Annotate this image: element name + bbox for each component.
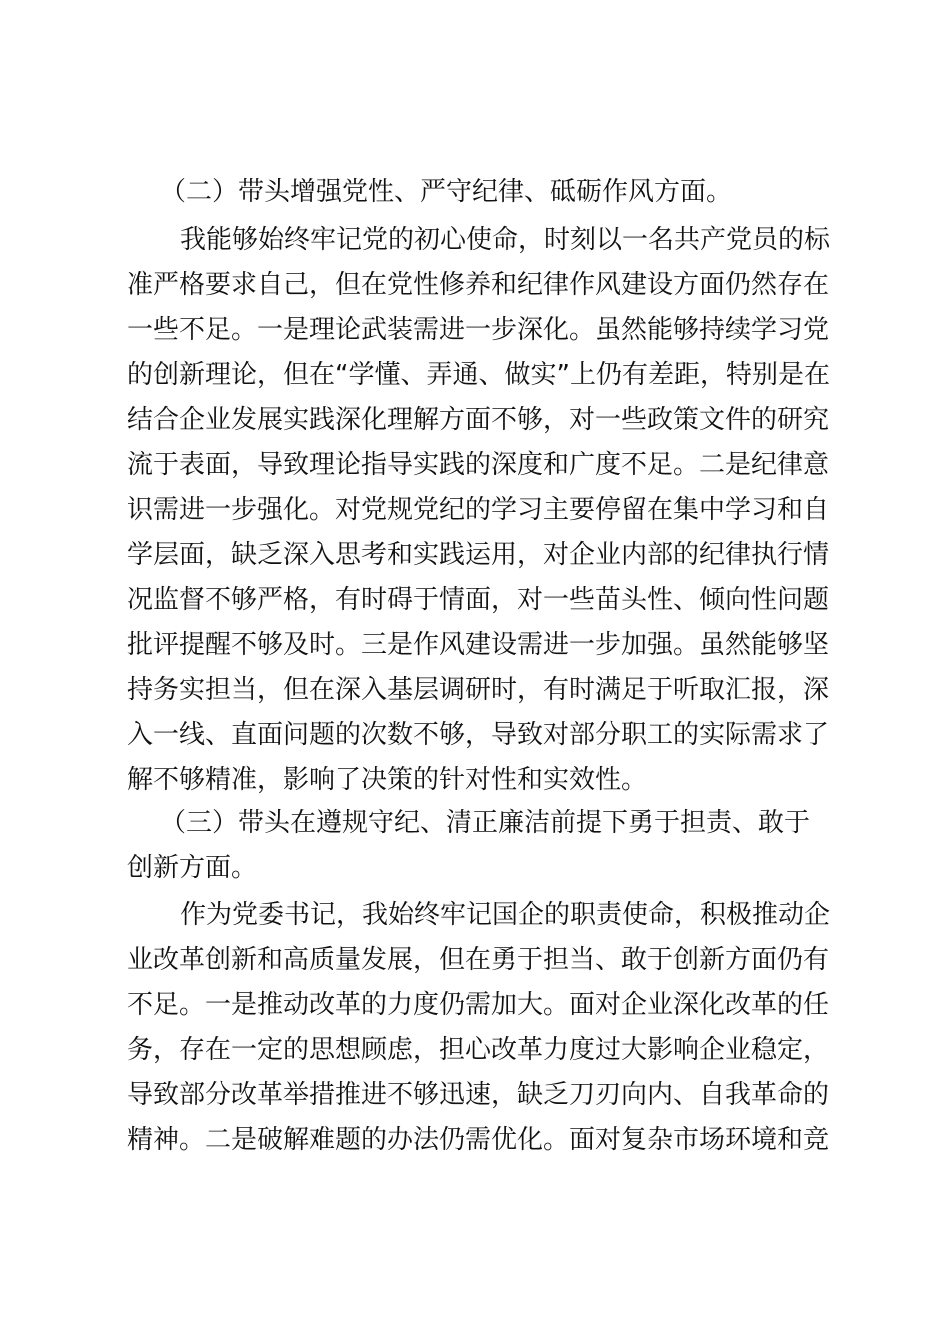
paragraph-line (0, 443, 950, 487)
paragraph-line (0, 1118, 950, 1162)
paragraph-line-text: 的创新理论，但在“学懂、弄通、做实”上仍有差距，特别是在 (127, 360, 830, 390)
paragraph-line-text: 学层面，缺乏深入思考和实践运用，对企业内部的纪律执行情 (127, 540, 830, 570)
paragraph-line (0, 758, 950, 802)
paragraph-line (0, 983, 950, 1027)
paragraph-line-text: 批评提醒不够及时。三是作风建设需进一步加强。虽然能够坚 (127, 630, 830, 660)
section-heading-text: （三）带头在遵规守纪、清正廉洁前提下勇于担责、敢于 (160, 808, 811, 838)
paragraph-line (0, 308, 950, 352)
section-heading-text: （二）带头增强党性、严守纪律、砥砺作风方面。 (160, 177, 733, 207)
paragraph-line (0, 488, 950, 532)
paragraph-line-text: 作为党委书记，我始终牢记国企的职责使命，积极推动企 (180, 900, 831, 930)
paragraph-line-text: 持务实担当，但在深入基层调研时，有时满足于听取汇报，深 (127, 675, 830, 705)
paragraph-line-text: 流于表面，导致理论指导实践的深度和广度不足。二是纪律意 (127, 450, 830, 480)
paragraph-line (0, 938, 950, 982)
paragraph-line (0, 623, 950, 667)
paragraph-line (0, 533, 950, 577)
paragraph-line-text: 解不够精准，影响了决策的针对性和实效性。 (127, 765, 648, 795)
paragraph-line-text: 况监督不够严格，有时碍于情面，对一些苗头性、倾向性问题 (127, 585, 830, 615)
paragraph-line-text: 精神。二是破解难题的办法仍需优化。面对复杂市场环境和竞 (127, 1125, 830, 1155)
paragraph-line-text: 识需进一步强化。对党规党纪的学习主要停留在集中学习和自 (127, 495, 830, 525)
paragraph-line-text: 务，存在一定的思想顾虑，担心改革力度过大影响企业稳定， (127, 1035, 830, 1065)
paragraph-line (0, 578, 950, 622)
section-heading-2 (0, 170, 950, 214)
paragraph-line (0, 1028, 950, 1072)
paragraph-line-text: 导致部分改革举措推进不够迅速，缺乏刀刃向内、自我革命的 (127, 1080, 830, 1110)
section-heading-3-continued (0, 846, 950, 890)
paragraph-line-text: 准严格要求自己，但在党性修养和纪律作风建设方面仍然存在 (127, 270, 830, 300)
paragraph-line (0, 893, 950, 937)
paragraph-line-text: 结合企业发展实践深化理解方面不够，对一些政策文件的研究 (127, 405, 830, 435)
paragraph-line (0, 218, 950, 262)
paragraph-line (0, 398, 950, 442)
section-heading-3 (0, 801, 950, 845)
paragraph-line-text: 不足。一是推动改革的力度仍需加大。面对企业深化改革的任 (127, 990, 830, 1020)
paragraph-line-text: 入一线、直面问题的次数不够，导致对部分职工的实际需求了 (127, 720, 830, 750)
section-heading-text: 创新方面。 (127, 853, 258, 883)
paragraph-line (0, 668, 950, 712)
paragraph-line-text: 一些不足。一是理论武装需进一步深化。虽然能够持续学习党 (127, 315, 830, 345)
paragraph-line-text: 我能够始终牢记党的初心使命，时刻以一名共产党员的标 (180, 225, 831, 255)
paragraph-line (0, 263, 950, 307)
paragraph-line (0, 1073, 950, 1117)
paragraph-line (0, 713, 950, 757)
paragraph-line (0, 353, 950, 397)
paragraph-line-text: 业改革创新和高质量发展，但在勇于担当、敢于创新方面仍有 (127, 945, 830, 975)
